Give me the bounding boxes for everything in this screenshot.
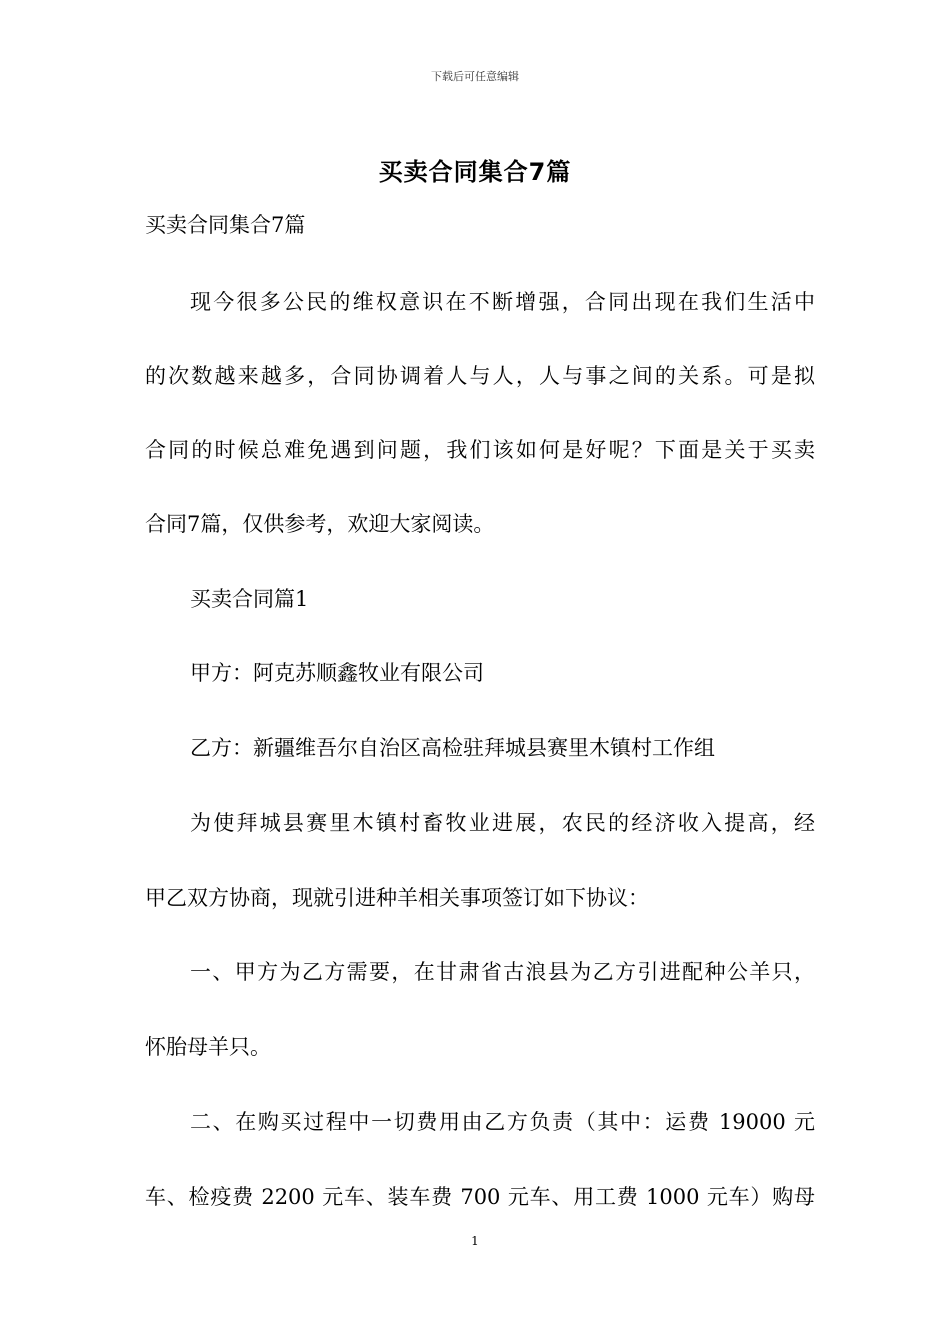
document-title: 买卖合同集合7篇	[378, 158, 572, 186]
paragraph-line: 的次数越来越多，合同协调着人与人，人与事之间的关系。可是拟	[145, 364, 815, 388]
paragraph-line: 甲乙双方协商，现就引进种羊相关事项签订如下协议：	[145, 886, 649, 910]
party-b-line: 乙方：新疆维吾尔自治区高检驻拜城县赛里木镇村工作组	[190, 736, 715, 760]
header-note: 下载后可任意编辑	[431, 70, 519, 83]
paragraph-line: 现今很多公民的维权意识在不断增强，合同出现在我们生活中	[190, 290, 815, 314]
paragraph-line: 为使拜城县赛里木镇村畜牧业进展，农民的经济收入提高，经	[190, 811, 815, 835]
paragraph-line: 合同7篇，仅供参考，欢迎大家阅读。	[145, 512, 495, 536]
clause-line: 一、甲方为乙方需要，在甘肃省古浪县为乙方引进配种公羊只，	[190, 960, 815, 984]
page-number: 1	[471, 1234, 479, 1248]
clause-line: 二、在购买过程中一切费用由乙方负责（其中：运费 19000 元	[190, 1110, 815, 1134]
subtitle-line: 买卖合同集合7篇	[145, 213, 306, 237]
clause-line: 车、检疫费 2200 元车、装车费 700 元车、用工费 1000 元车）购母	[145, 1185, 815, 1209]
clause-line: 怀胎母羊只。	[145, 1035, 271, 1059]
section-heading: 买卖合同篇1	[190, 587, 309, 611]
paragraph-line: 合同的时候总难免遇到问题，我们该如何是好呢？下面是关于买卖	[145, 438, 815, 462]
party-a-line: 甲方：阿克苏顺鑫牧业有限公司	[190, 661, 484, 685]
